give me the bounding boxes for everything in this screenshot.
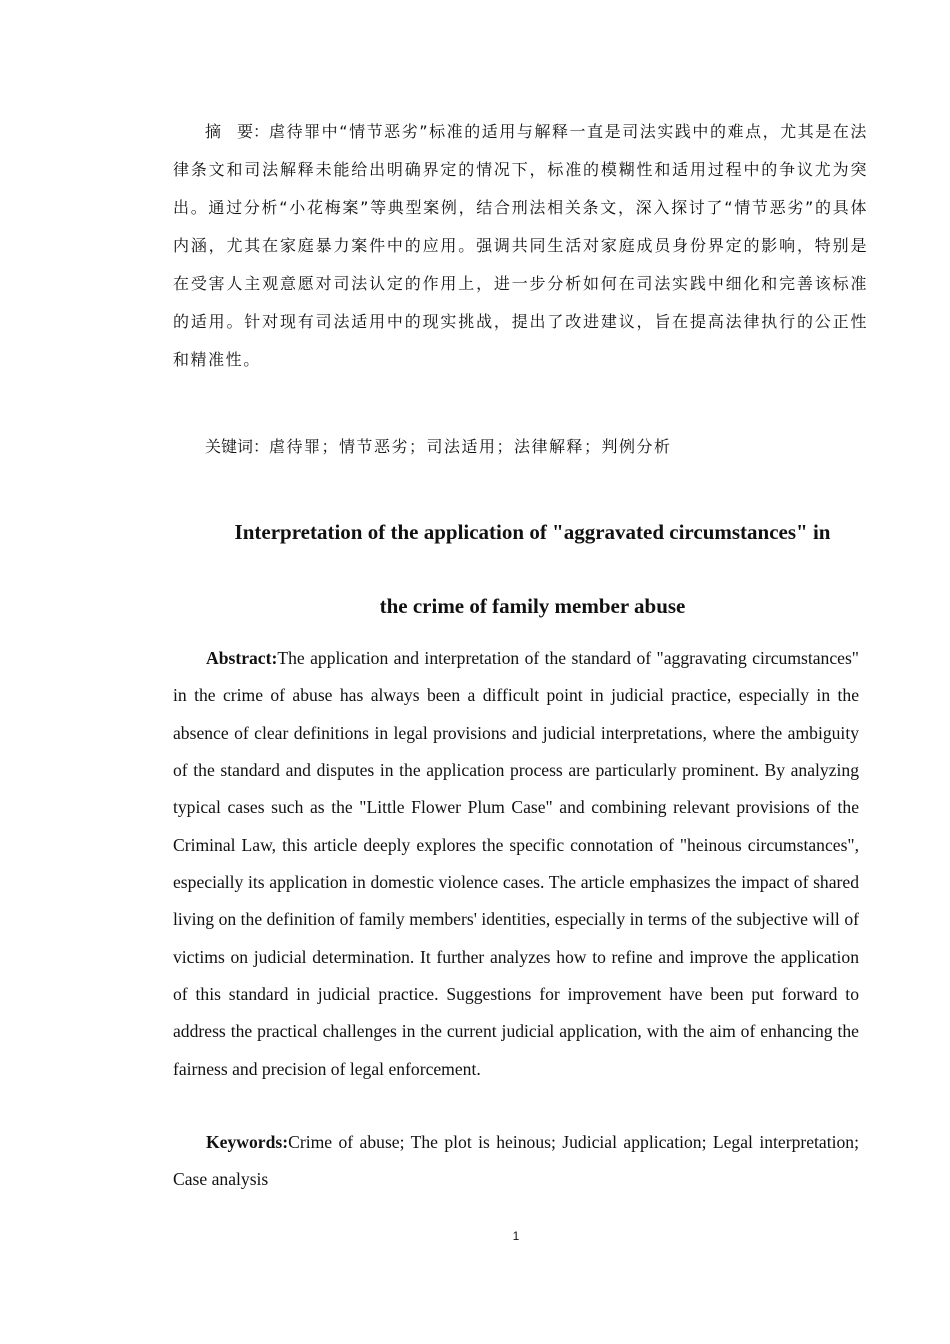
english-title-line-2: the crime of family member abuse: [379, 594, 686, 618]
english-keywords: [173, 1124, 859, 1199]
english-abstract-label: Abstract:: [206, 648, 278, 668]
english-abstract: [173, 640, 859, 1088]
chinese-keywords-label: 关键词：: [205, 437, 270, 456]
chinese-keywords-text: 虐待罪；情节恶劣；司法适用；法律解释；判例分析: [269, 437, 672, 456]
chinese-abstract-text: 虐待罪中“情节恶劣”标准的适用与解释一直是司法实践中的难点，尤其是在法律条文和司法解释未能给出明确界定的情况下，标准的模糊性和适用过程中的争议尤为突出。通过分析“小花梅案”等典型案例，结合刑法相关条文，深入探讨了“情节恶劣”的具体内涵，尤其在家庭暴力案件中的应用。强调共同生活对家庭成员身份界定的影响，特别是在受害人主观意愿对司法认定的作用上，进一步分析如何在司法实践中细化和完善该标准的适用。针对现有司法适用中的现实挑战，提出了改进建议，旨在提高法律执行的公正性和精准性。: [173, 122, 868, 369]
english-keywords-label: Keywords:: [206, 1132, 289, 1152]
english-keywords-text: Crime of abuse; The plot is heinous; Judicial application; Legal interpretation; Case analysis: [173, 1132, 859, 1190]
page-number: 1: [512, 1229, 520, 1243]
english-abstract-text: The application and interpretation of the standard of "aggravating circumstances" in the crime of abuse has always been a difficult point in judicial practice, especially in the absence of clear definitions in legal provisions and judicial interpretations, where the ambiguity of the standard and disputes in the application process are particularly prominent. By analyzing typical cases such as the "Little Flower Plum Case" and combining relevant provisions of the Criminal Law, this article deeply explores the specific connotation of "heinous circumstances", especially its application in domestic violence cases. The article emphasizes the impact of shared living on the definition of family members' identities, especially in terms of the subjective will of victims on judicial determination. It further analyzes how to refine and improve the application of this standard in judicial practice. Suggestions for improvement have been put forward to address the practical challenges in the current judicial application, with the aim of enhancing the fairness and precision of legal enforcement.: [173, 648, 859, 1079]
chinese-keywords: [205, 432, 672, 462]
chinese-abstract-label: 摘 要：: [205, 122, 270, 141]
chinese-abstract: [173, 113, 868, 379]
english-title-line-1: Interpretation of the application of "aggravated circumstances" in: [234, 520, 831, 544]
